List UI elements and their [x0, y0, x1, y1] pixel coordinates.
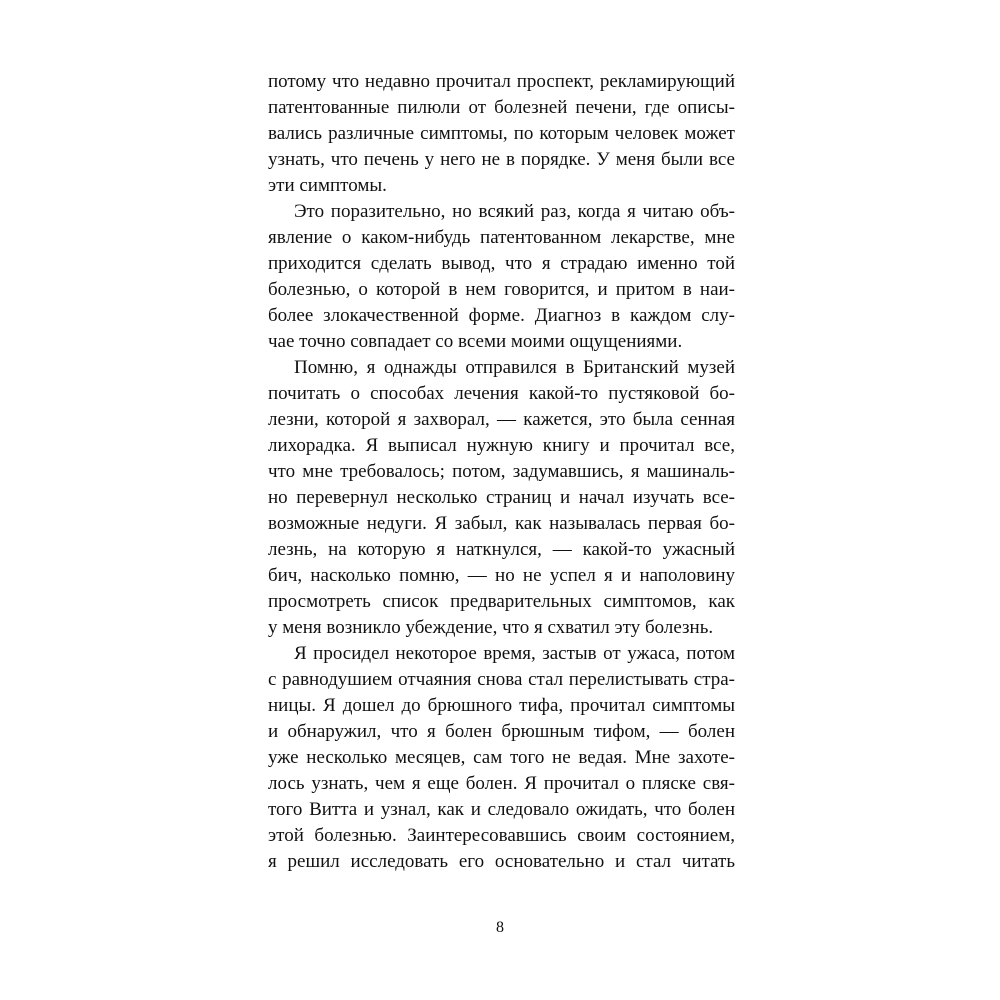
text-line: Это поразительно, но всякий раз, когда я читаю объ-	[294, 201, 735, 222]
text-line: того Витта и узнал, как и следовало ожидать, что болен	[268, 799, 735, 820]
text-line: просмотреть список предварительных симптомов, как	[268, 591, 735, 612]
paragraph-4	[268, 641, 735, 875]
text-line: более злокачественной форме. Диагноз в каждом слу-	[268, 305, 735, 326]
text-line: болезнью, о которой в нем говорится, и притом в наи-	[268, 279, 735, 300]
text-line: ницы. Я дошел до брюшного тифа, прочитал симптомы	[268, 695, 735, 716]
text-line: лихорадка. Я выписал нужную книгу и прочитал все,	[268, 435, 735, 456]
text-line: уже несколько месяцев, сам того не ведая. Мне захоте-	[268, 747, 735, 768]
text-line: Помню, я однажды отправился в Британский музей	[294, 357, 735, 378]
text-line: чае точно совпадает со всеми моими ощущениями.	[268, 331, 683, 352]
text-line: явление о каком-нибудь патентованном лекарстве, мне	[268, 227, 735, 248]
text-line: потому что недавно прочитал проспект, рекламирующий	[268, 71, 735, 92]
text-line: и обнаружил, что я болен брюшным тифом, — болен	[268, 721, 735, 742]
text-line: почитать о способах лечения какой-то пустяковой бо-	[268, 383, 735, 404]
text-line: лось узнать, чем я еще болен. Я прочитал о пляске свя-	[268, 773, 735, 794]
text-line: что мне требовалось; потом, задумавшись, я машиналь-	[268, 461, 735, 482]
text-line: патентованные пилюли от болезней печени, где описы-	[268, 97, 735, 118]
page-body	[268, 69, 735, 875]
text-line: эти симптомы.	[268, 175, 387, 196]
text-line: с равнодушием отчаяния снова стал перелистывать стра-	[268, 669, 735, 690]
text-line: бич, насколько помню, — но не успел я и наполовину	[268, 565, 735, 586]
text-line: узнать, что печень у него не в порядке. У меня были все	[268, 149, 735, 170]
text-line: у меня возникло убеждение, что я схватил эту болезнь.	[268, 617, 714, 638]
text-line: лезнь, на которую я наткнулся, — какой-то ужасный	[268, 539, 735, 560]
text-line: вались различные симптомы, по которым человек может	[268, 123, 735, 144]
text-line: лезни, которой я захворал, — кажется, это была сенная	[268, 409, 735, 430]
text-line: Я просидел некоторое время, застыв от ужаса, потом	[294, 643, 735, 664]
text-line: но перевернул несколько страниц и начал изучать все-	[268, 487, 735, 508]
paragraph-1	[268, 69, 735, 199]
text-line: я решил исследовать его основательно и стал читать	[268, 851, 735, 872]
text-line: этой болезнью. Заинтересовавшись своим состоянием,	[268, 825, 735, 846]
paragraph-3	[268, 355, 735, 641]
text-line: возможные недуги. Я забыл, как называлась первая бо-	[268, 513, 735, 534]
paragraph-2	[268, 199, 735, 355]
text-line: приходится сделать вывод, что я страдаю именно той	[268, 253, 735, 274]
page-number: 8	[496, 919, 504, 936]
